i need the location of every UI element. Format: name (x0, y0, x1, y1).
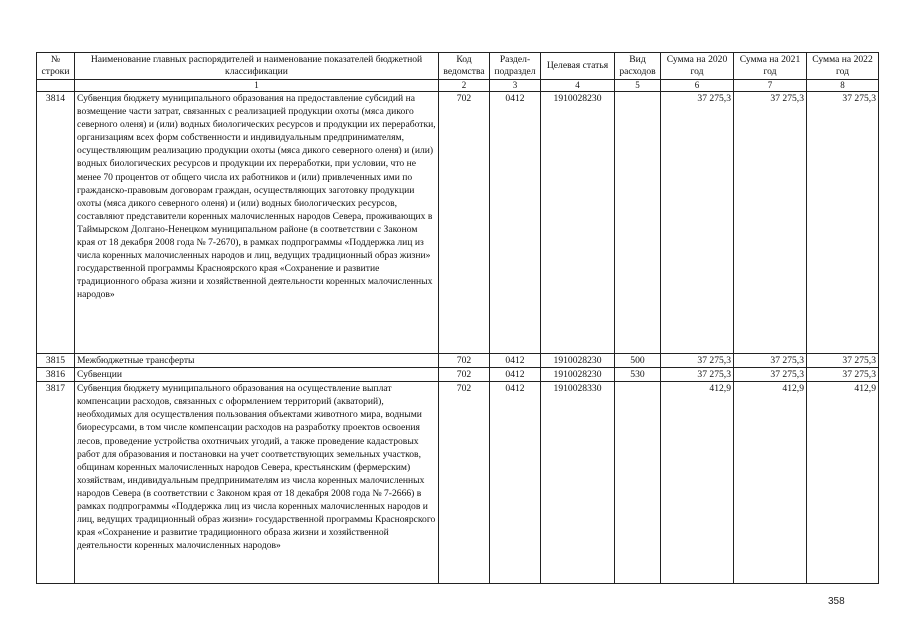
row-expense-type (615, 92, 661, 354)
row-expense-type (615, 382, 661, 584)
row-sum-2022: 37 275,3 (807, 354, 879, 368)
row-sum-2020: 37 275,3 (661, 92, 734, 354)
row-name: Субвенция бюджету муниципального образования на осуществление выплат компенсации расходов, связанных с оформлением территорий (акваторий), необходимых для осуществления пользования объектами животного мира, водными биоресурсами, в том числе компенсации расходов на разработку проектов освоения лесов, проведение устройства охотничьих угодий, а также проведение кадастровых работ для образования и постановки на учет соответствующих земельных участков, общинам коренных малочисленных народов Севера, крестьянским (фермерским) хозяйствам, индивидуальным предпринимателям из числа коренных малочисленных народов Севера (в соответствии с Законом края от 18 декабря 2008 года № 7-2666) в рамках подпрограммы «Поддержка лиц из числа коренных малочисленных народов и лиц, ведущих традиционный образ жизни» государственной программы Красноярского края «Сохранение и развитие традиционного образа жизни и хозяйственной деятельности коренных малочисленных народов» (75, 382, 439, 584)
row-sum-2021: 37 275,3 (734, 368, 807, 382)
column-number: 5 (615, 80, 661, 92)
header-name: Наименование главных распорядителей и наименование показателей бюджетной классификации (75, 53, 439, 80)
row-dept-code: 702 (439, 92, 490, 354)
header-target-article: Целевая статья (541, 53, 615, 80)
column-number: 7 (734, 80, 807, 92)
row-number: 3815 (37, 354, 75, 368)
table-row (37, 368, 879, 382)
header-sum-2022: Сумма на 2022 год (807, 53, 879, 80)
column-number: 1 (75, 80, 439, 92)
header-section: Раздел-подраздел (490, 53, 541, 80)
row-sum-2022: 412,9 (807, 382, 879, 584)
row-expense-type: 530 (615, 368, 661, 382)
row-target-article: 1910028330 (541, 382, 615, 584)
row-target-article: 1910028230 (541, 92, 615, 354)
row-sum-2021: 37 275,3 (734, 92, 807, 354)
column-number: 6 (661, 80, 734, 92)
table-header-row (37, 53, 879, 80)
row-expense-type: 500 (615, 354, 661, 368)
row-number: 3816 (37, 368, 75, 382)
row-section: 0412 (490, 368, 541, 382)
table-row (37, 354, 879, 368)
row-section: 0412 (490, 92, 541, 354)
row-sum-2022: 37 275,3 (807, 368, 879, 382)
row-target-article: 1910028230 (541, 354, 615, 368)
column-number (37, 80, 75, 92)
row-sum-2020: 412,9 (661, 382, 734, 584)
row-number: 3814 (37, 92, 75, 354)
row-sum-2020: 37 275,3 (661, 368, 734, 382)
column-number: 3 (490, 80, 541, 92)
header-sum-2021: Сумма на 2021 год (734, 53, 807, 80)
header-expense-type: Вид расходов (615, 53, 661, 80)
row-name: Субвенция бюджету муниципального образования на предоставление субсидий на возмещение части затрат, связанных с реализацией продукции охоты (мяса дикого северного оленя) и (или) водных биологических ресурсов и продукции их переработки, организациям всех форм собственности и индивидуальным предпринимателям, осуществляющим реализацию продукции охоты (мяса дикого северного оленя) и (или) водных биологических ресурсов и продукции их переработки, при условии, что не менее 70 процентов от общего числа их работников и (или) привлеченных ими по гражданско-правовым договорам граждан, осуществляющих заготовку продукции охоты (мяса дикого северного оленя) и (или) водных биологических ресурсов, составляют представители коренных малочисленных народов Севера, проживающих в Таймырском Долгано-Ненецком муниципальном районе (в соответствии с Законом края от 18 декабря 2008 года № 7-2670), в рамках подпрограммы «Поддержка лиц из числа коренных малочисленных народов и лиц, ведущих традиционный образ жизни» государственной программы Красноярского края «Сохранение и развитие традиционного образа жизни и хозяйственной деятельности коренных малочисленных народов» (75, 92, 439, 354)
column-number: 2 (439, 80, 490, 92)
row-sum-2021: 412,9 (734, 382, 807, 584)
table-row (37, 92, 879, 354)
row-dept-code: 702 (439, 368, 490, 382)
header-row-no: № строки (37, 53, 75, 80)
row-sum-2022: 37 275,3 (807, 92, 879, 354)
row-name: Межбюджетные трансферты (75, 354, 439, 368)
budget-table (36, 52, 879, 584)
column-number: 8 (807, 80, 879, 92)
row-sum-2020: 37 275,3 (661, 354, 734, 368)
page-number: 358 (828, 596, 845, 607)
column-number-row (37, 80, 879, 92)
row-name: Субвенции (75, 368, 439, 382)
column-number: 4 (541, 80, 615, 92)
row-number: 3817 (37, 382, 75, 584)
header-dept-code: Код ведомства (439, 53, 490, 80)
row-sum-2021: 37 275,3 (734, 354, 807, 368)
row-dept-code: 702 (439, 382, 490, 584)
table-row (37, 382, 879, 584)
row-section: 0412 (490, 354, 541, 368)
row-target-article: 1910028230 (541, 368, 615, 382)
header-sum-2020: Сумма на 2020 год (661, 53, 734, 80)
row-dept-code: 702 (439, 354, 490, 368)
row-section: 0412 (490, 382, 541, 584)
